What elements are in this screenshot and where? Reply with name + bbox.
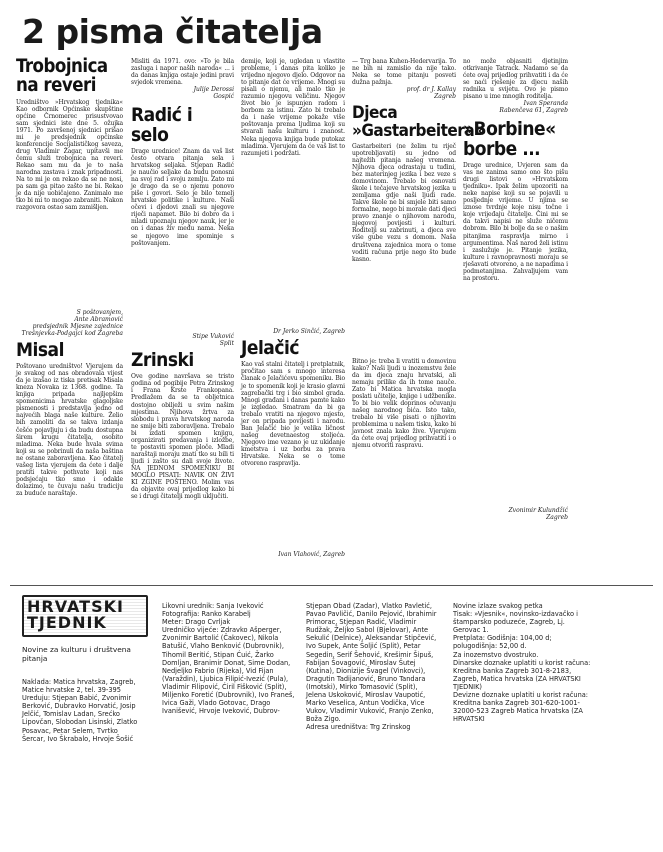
letter-body: Drage urednice! Znam da vaš list često otvara pitanja sela i hrvatskog seljaka. Stjepan Radić je naučio seljake da budu ponosni na svoj rad i svoju zemlju. Zato mi je drago da se o njemu ponovo piše i govori. Selo je bilo temelj hrvatske politike i kulture. Naši očevi i djedovi znali su njegove riječi napamet. Bilo bi dobro da i mladi upoznaju njegov nauk, jer je on i danas živ među nama. Neka se njegovo ime spominje s poštovanjem. xyxy=(131,147,234,247)
letter-signature: Zvonimir Kulundžić Zagreb xyxy=(508,507,568,522)
masthead-imprint-2: Likovni urednik: Sanja Iveković Fotografija: Ranko Karabelj Meter: Drago Cvrljak Uredničko vijeće: Zdravko Ašperger, Zvonimir Bartolić (Čakovec), Nikola Batušić, Vlaho Benković (Dubrovnik), Tihomil Beritić, Stipan Ćuić, Žarko Domljan, Branimir Donat, Sime Dodan, Nedjeljko Fabrio (Rijeka), Vid Fijan (Varaždin), Ljubica Filipić-Ivezić (Pula), Vladimir Filipović, Ćiril Fišković (Split), Miljenko Foretić (Dubrovnik), Ivo Franeš, Ivica Gaži, Vlado Gotovac, Drago Ivanišević, Hrvoje Iveković, Dubrov- xyxy=(162,602,295,716)
letter-heading-misal: Misal xyxy=(16,338,64,361)
letter-heading-djeca-gastarbeitera: Djeca »Gastarbeitera« xyxy=(352,103,484,141)
newspaper-logo xyxy=(22,595,148,637)
letter-body: Ove godine navršava se tristo godina od pogibije Petra Zrinskog i Frana Krste Frankopana. Predlažem da se ta obljetnica dostojno obilježi u svim našim mjestima. Njihova žrtva za slobodu i prava hrvatskog naroda ne smije biti zaboravljena. Trebalo bi izdati spomen knjigu, organizirati predavanja i izložbe, te postaviti spomen ploče. Mladi naraštaji moraju znati tko su bili ti ljudi i zašto su dali svoje živote. NA JEDNOM SPOMENIKU BI MOGLO PISATI: NAVIK ON ŽIVI KI ZGINE POŠTENO. Molim vas da objavite ovaj prijedlog kako bi se i drugi čitatelji mogli uključiti. xyxy=(131,373,234,501)
letter-heading-borbine-borbe: »Borbine« borbe ... xyxy=(463,118,556,160)
masthead-subtitle: Novine za kulturu i društvena pitanja xyxy=(22,645,131,663)
letter-body: Kao vaš stalni čitatelj i pretplatnik, pročitao sam s mnogo interesa članak o Jelačićevu spomeniku. Bio je to spomenik koji je krasio glavni zagrebački trg i bio simbol grada. Mnogi građani i danas pamte kako je izgledao. Smatram da bi ga trebalo vratiti na njegovo mjesto, jer on pripada povijesti i narodu. Ban Jelačić bio je velika ličnost našeg devetnaestog stoljeća. Njegovo ime vezano je uz ukidanje kmetstva i uz borbu za prava Hrvatske. Neka se o tome otvoreno raspravlja. xyxy=(241,361,345,468)
letter-heading-jelacic: Jelačić xyxy=(241,337,299,359)
letter-body: demije, koji je, ugledan u vlastite probleme, i danas pita koliko je vrijedno njegovo djelo. Odgovor na to pitanje dat će vrijeme. Mnogi su pisali o njemu, ali malo tko je razumio njegovu veličinu. Njegov život bio je ispunjen radom i borbom za istinu. Zato bi trebalo da i naše vrijeme pokaže više poštovanja prema ljudima koji su stvarali našu kulturu i znanost. Neka njegova knjiga bude putokaz mladima. Vjerujem da će vaš list to razumjeti i podržati. xyxy=(241,58,345,157)
letter-column-2 xyxy=(131,58,234,578)
logo-line: TJEDNIK xyxy=(27,613,107,632)
letter-body: no može objasniti djetinjim otkrivanje Tatrack. Nadamo se da ćete ovaj prijedlog prihvatiti i da će se naći rješenje za djecu naših radnika u svijetu. Ovo je pismo pisano u ime mnogih roditelja. xyxy=(463,58,568,101)
page-title: 2 pisma čitatelja xyxy=(22,12,323,51)
logo-line: HRVATSKI xyxy=(27,597,124,616)
letter-body: Misliti da 1971. ovo: »To je bila zasluga i napor naših naroda« ... i da danas knjiga ostaje jedini pravi svjedok vremena. xyxy=(131,58,234,87)
divider xyxy=(10,585,653,586)
letter-column-1 xyxy=(16,58,123,578)
masthead-imprint-4: Novine izlaze svakog petka Tisak: »Vjesnik«, novinsko-izdavačko i štamparsko poduzeće, Zagreb, Lj. Gerovac 1. Pretplata: Godišnja: 104,00 d; polugodišnja: 52,00 d. Za inozemstvo dvostruko. Dinarske doznake uplatiti u korist računa: Kreditna banka Zagreb 301-8-2183, Zagreb, Matica hrvatska (ZA HRVATSKI TJEDNIK) Devizne doznake uplatiti u korist računa: Kreditna banka Zagreb 301-620-1001-32000-523 Zagreb Matica hrvatska (ZA HRVATSKI xyxy=(453,602,591,724)
letter-signature: Stipe Vuković Split xyxy=(192,332,234,347)
letter-signature: Julije Derossi Gospić xyxy=(193,86,234,101)
letter-column-5 xyxy=(463,58,568,578)
letter-body: Drage urednice, Uvjeren sam da vas ne zanima samo ono što pišu drugi listovi o »Hrvatskom tjedniku«. Ipak želim upozoriti na neke napise koji su se pojavili u posljednje vrijeme. U njima se iznose tvrdnje koje nisu točne i koje vrijeđaju čitatelje. Čini mi se da takvi napisi ne služe ničemu dobrom. Bilo bi bolje da se o našim pitanjima raspravlja mirno i argumentima. Naš narod želi istinu i zaslužuje je. Pitanje jezika, kulture i ravnopravnosti moraju se rješavati otvoreno, a ne napadima i podmetanjima. Zahvaljujem vam na prostoru. xyxy=(463,162,568,282)
letter-body: Bitno je: treba li vratiti u domovinu kako? Naši ljudi u inozemstvu žele da im djeca znaju hrvatski, ali nemaju prilike da ih tome nauče. Zato bi Matica hrvatska mogla poslati učitelje, knjige i udžbenike. To bi bio velik doprinos očuvanju našeg narodnog bića. Isto tako, trebalo bi više pisati o njihovim problemima u našem tisku, kako bi javnost znala kako žive. Vjerujem da ćete ovaj prijedlog prihvatiti i o njemu otvoriti raspravu. xyxy=(352,357,456,450)
letter-heading-zrinski: Zrinski xyxy=(131,348,194,371)
letter-column-3 xyxy=(241,58,345,578)
letter-heading-radic: Radić i selo xyxy=(131,104,193,146)
letter-column-4 xyxy=(352,58,484,578)
letter-body: — Trg bana Kuhen-Hedervarija. To ne bih ni zamislio da nije tako. Neka se tome pitanju posveti dužna pažnja. xyxy=(352,58,456,87)
masthead-imprint-1: Naklada: Matica hrvatska, Zagreb, Matice hrvatske 2, tel. 39-395 Ureduju: Stjepan Babić, Zvonimir Berković, Dubravko Horvatić, Josip Jelčić, Tomislav Ladan, Srećko Lipovčan, Slobodan Lisinski, Zlatko Posavac, Petar Selem, Tvrtko Šercar, Ivo Škrabalo, Hrvoje Šošić xyxy=(22,678,138,743)
letter-body: Gastarbeiteri (ne želim tu riječ upotrebljavati) su jedno od najtežih pitanja našeg vremena. Njihova djeca odrastaju u tuđini, bez materinjeg jezika i bez veze s domovinom. Trebalo bi osnovati škole i tečajeve hrvatskog jezika u zemljama gdje naši ljudi rade. Takve škole ne bi smjele biti samo formalne, nego bi morale dati djeci pravo znanje o njihovom narodu, njegovoj povijesti i kulturi. Roditelji su zabrinuti, a djeca sve više gube vezu s domom. Naša društvena zajednica mora o tome voditi računa prije nego što bude kasno. xyxy=(352,142,456,263)
letter-signature: S poštovanjem, Ante Abramović predsjednik Mjesne zajednice Trešnjevka-Podgajci kod Zagreba xyxy=(21,308,123,337)
letter-signature: Ivan Speranda Rabenčeva 61, Zagreb xyxy=(499,100,568,115)
letter-body: Uredništvo »Hrvatskog tjednika« Kao odbornik Općinske skupštine općine Črnomerec prisustvovao sam sjednici iste dne 5. ožujka 1971. Po završenoj sjednici prišao mi je predsjednik općinske konferencije Socijalističkog saveza, drug Vladimir Žagar, upitavši me čemu služi trobojnica na reveri. Rekao sam mu da je to naša narodna zastava i znak pripadnosti. Na to mi je on rekao da se ne nosi, pa sam ga pitao zašto ne bi. Rekao je da nije uobičajeno. Zanimalo me tko bi mi to mogao zabraniti. Nakon razgovora ostao sam zamišljen. xyxy=(16,98,123,212)
letter-signature: Ivan Vlahović, Zagreb xyxy=(278,551,345,559)
masthead-imprint-3: Stjepan Obad (Zadar), Vlatko Pavletić, Pavao Pavličić, Danilo Pejović, Ibrahimir Primorac, Stjepan Radić, Vladimir Rudžak, Željko Sabol (Bjelovar), Ante Sekulić (Delnice), Aleksandar Stipčević, Ivo Supek, Ante Šoljić (Split), Petar Segedin, Serif Šehović, Krešimir Šipuš, Fabijan Šovagović, Miroslav Šutej (Kutina), Dionizije Švagel (Vinkovci), Dragutin Tadijanović, Bruno Tandara (Imotski), Mirko Tomasović (Split), Jelena Uskoković, Miroslav Vaupotić, Marko Veselica, Antun Vodička, Vice Vukov, Vladimir Vuković, Franjo Zenko, Boža Zigo. Adresa uredništva: Trg Zrinskog xyxy=(306,602,437,732)
masthead xyxy=(22,595,146,669)
letter-signature: prof. dr J. Kallay Zagreb xyxy=(406,86,456,101)
letter-heading-trobojnica: Trobojnica na reveri xyxy=(16,56,108,96)
letter-signature: Dr Jerko Sinčić, Zagreb xyxy=(273,328,345,335)
letter-body: Poštovano uredništvo! Vjerujem da je svakog od nas obradovala vijest da je izašao iz tiska pretisak Misala kneza Novaka iz 1368. godine. Ta knjiga pripada najljepšim spomenicima hrvatske glagoljske pismenosti i predstavlja jedno od najvećih blaga naše kulture. Želio bih zamoliti da se takva izdanja češće pojavljuju i da budu dostupna širem krugu čitatelja, osobito mladima. Neka bude hvala svima koji su se pobrinuli da naša baština ne ostane zaboravljena. Kao čitatelj vašeg lista vjerujem da ćete i dalje pratiti takve pothvate koji nas podsjećaju tko smo i odakle dolazimo, te čuvaju našu tradiciju za buduće naraštaje. xyxy=(16,363,123,497)
